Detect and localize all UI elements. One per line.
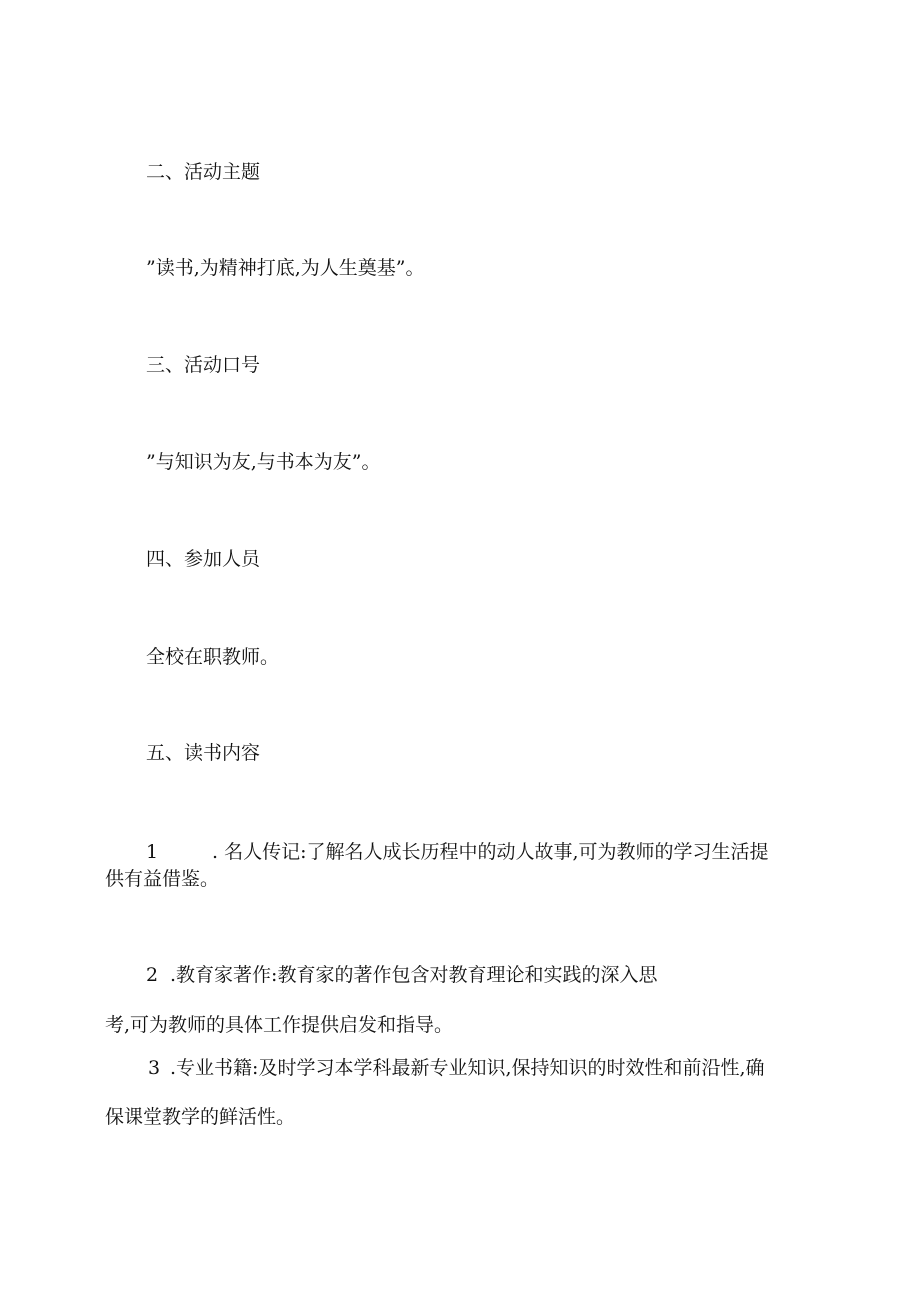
section-heading-slogan: 三、活动口号 — [146, 354, 261, 376]
list-item-text-continued: 供有益借鉴。 — [105, 868, 220, 890]
list-item-text: . 名人传记:了解名人成长历程中的动人故事,可为教师的学习生活提 — [212, 841, 769, 863]
list-item-text-continued: 保课堂教学的鲜活性。 — [105, 1106, 296, 1128]
list-item-number: 1 — [146, 841, 159, 863]
list-item-number: 3 — [148, 1057, 161, 1079]
participants-text: 全校在职教师。 — [146, 646, 280, 668]
list-item-text: .专业书籍:及时学习本学科最新专业知识,保持知识的时效性和前沿性,确 — [170, 1057, 765, 1079]
theme-text: ”读书,为精神打底,为人生奠基”。 — [146, 257, 425, 279]
slogan-text: ”与知识为友,与书本为友”。 — [146, 451, 381, 473]
section-heading-theme: 二、活动主题 — [146, 161, 261, 183]
list-item-text: .教育家著作:教育家的著作包含对教育理论和实践的深入思 — [170, 964, 658, 986]
list-item-number: 2 — [146, 964, 159, 986]
section-heading-participants: 四、参加人员 — [146, 548, 261, 570]
section-heading-content: 五、读书内容 — [146, 742, 261, 764]
list-item-text-continued: 考,可为教师的具体工作提供启发和指导。 — [105, 1014, 454, 1036]
